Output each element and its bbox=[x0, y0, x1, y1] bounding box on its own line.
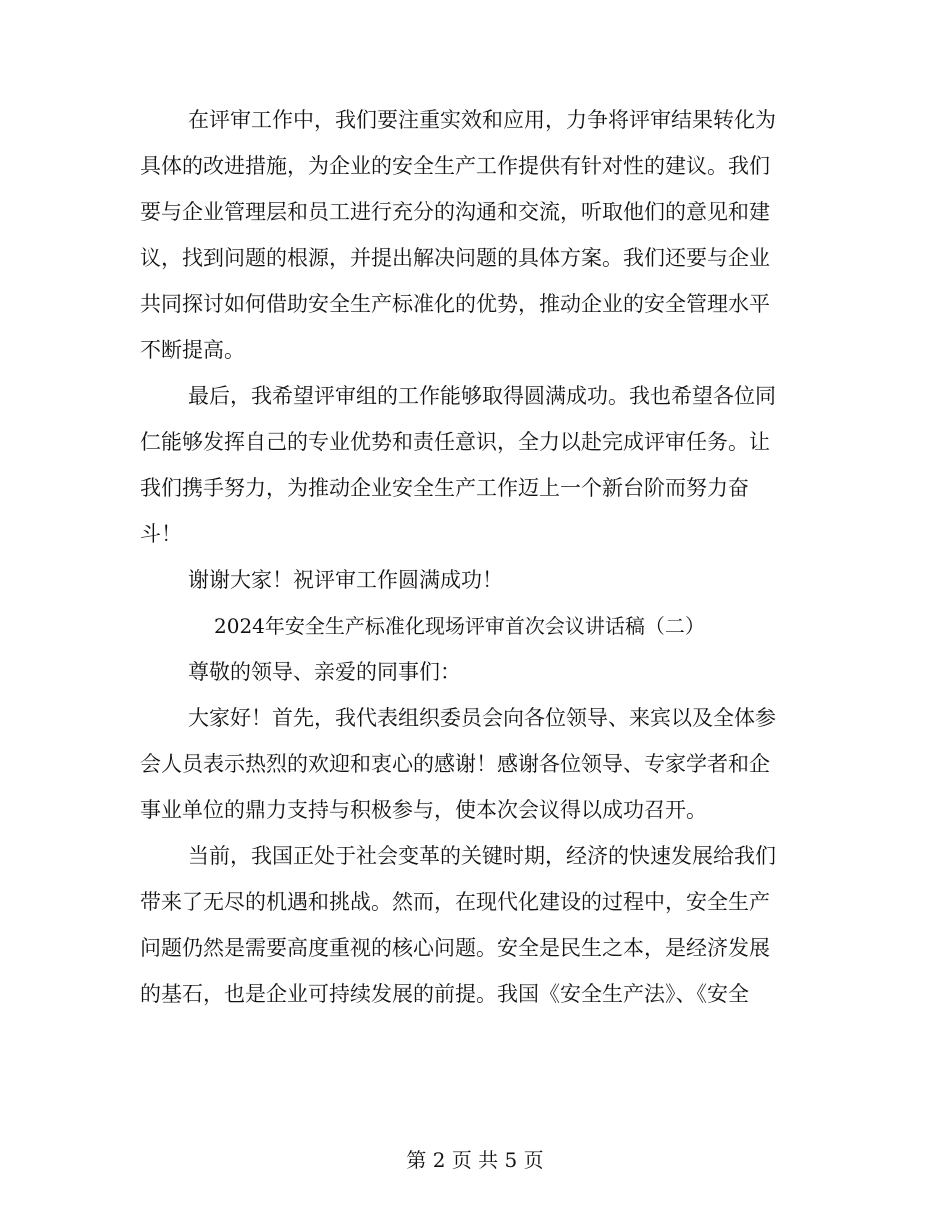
paragraph bbox=[140, 97, 810, 373]
paragraph-line: 当前，我国正处于社会变革的关键时期，经济的快速发展给我们 bbox=[188, 844, 776, 868]
paragraph-line: 共同探讨如何借助安全生产标准化的优势，推动企业的安全管理水平 bbox=[140, 292, 770, 316]
paragraph-line: 我们携手努力，为推动企业安全生产工作迈上一个新台阶而努力奋 bbox=[140, 476, 749, 500]
paragraph-line: 议，找到问题的根源，并提出解决问题的具体方案。我们还要与企业 bbox=[140, 246, 770, 270]
page-footer: 第 2 页 共 5 页 bbox=[406, 1148, 544, 1172]
paragraph-line: 带来了无尽的机遇和挑战。然而，在现代化建设的过程中，安全生产 bbox=[140, 890, 770, 914]
paragraph-line: 大家好！首先，我代表组织委员会向各位领导、来宾以及全体参 bbox=[188, 706, 776, 730]
paragraph bbox=[140, 695, 810, 833]
paragraph-line: 要与企业管理层和员工进行充分的沟通和交流，听取他们的意见和建 bbox=[140, 200, 770, 224]
paragraph-line: 问题仍然是需要高度重视的核心问题。安全是民生之本，是经济发展 bbox=[140, 936, 770, 960]
paragraph-line: 仁能够发挥自己的专业优势和责任意识，全力以赴完成评审任务。让 bbox=[140, 430, 770, 454]
paragraph-line: 的基石，也是企业可持续发展的前提。我国《安全生产法》、《安全 bbox=[140, 982, 749, 1006]
paragraph-line: 在评审工作中，我们要注重实效和应用，力争将评审结果转化为 bbox=[188, 108, 776, 132]
paragraph bbox=[140, 557, 810, 603]
paragraph-line: 不断提高。 bbox=[140, 338, 245, 362]
section-title bbox=[140, 603, 810, 649]
paragraph-line: 会人员表示热烈的欢迎和衷心的感谢！感谢各位领导、专家学者和企 bbox=[140, 752, 770, 776]
paragraph-line: 斗！ bbox=[140, 522, 182, 546]
paragraph-line: 尊敬的领导、亲爱的同事们： bbox=[188, 660, 461, 684]
paragraph-line: 事业单位的鼎力支持与积极参与，使本次会议得以成功召开。 bbox=[140, 798, 707, 822]
paragraph bbox=[140, 833, 810, 1017]
paragraph bbox=[140, 373, 810, 557]
paragraph-line: 最后，我希望评审组的工作能够取得圆满成功。我也希望各位同 bbox=[188, 384, 776, 408]
document-body bbox=[140, 97, 810, 1017]
paragraph-line: 谢谢大家！祝评审工作圆满成功！ bbox=[188, 568, 503, 592]
paragraph-line: 具体的改进措施，为企业的安全生产工作提供有针对性的建议。我们 bbox=[140, 154, 770, 178]
section-title-line: 2024年安全生产标准化现场评审首次会议讲话稿（二） bbox=[214, 614, 705, 638]
paragraph bbox=[140, 649, 810, 695]
